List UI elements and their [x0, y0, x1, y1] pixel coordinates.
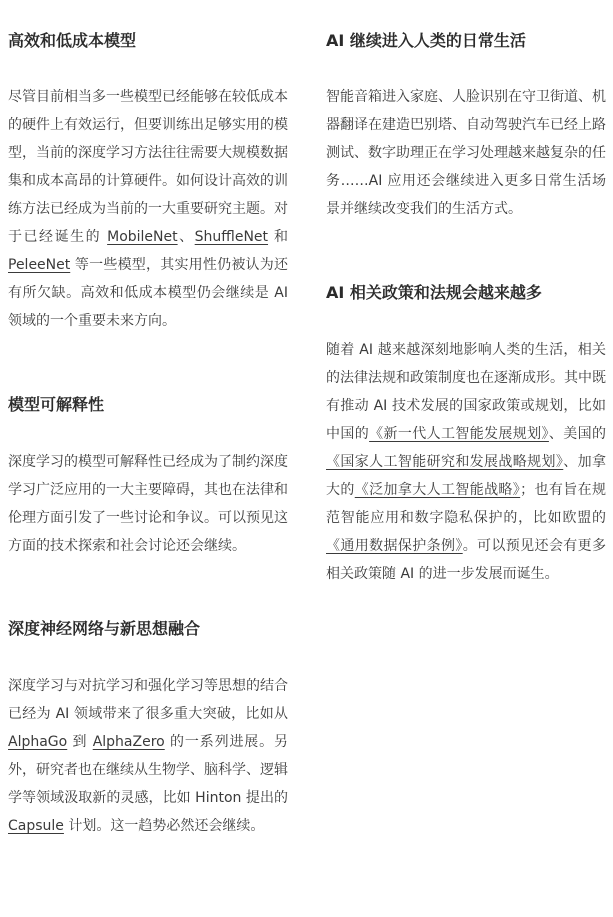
link-alphago[interactable]: AlphaGo — [8, 734, 68, 750]
text-segment: 随着 AI 越来越深刻地影响人类的生活，相关的法律法规和政策制度也在逐渐成形。其中既有推动 AI 技术发展的国家政策或规划，比如中国的 — [326, 342, 606, 442]
text-segment: 尽管目前相当多一些模型已经能够在较低成本的硬件上有效运行，但要训练出足够实用的模型，当前的深度学习方法往往需要大规模数据集和成本高昂的计算硬件。如何设计高效的训练方法已经成为当前的一大重要研究主题。对于已经诞生的 — [8, 89, 288, 245]
section-heading-daily-life: AI 继续进入人类的日常生活 — [326, 31, 526, 50]
section-text-interpretability — [8, 448, 288, 560]
link-alphazero[interactable]: AlphaZero — [92, 734, 165, 750]
text-segment: 、美国的 — [548, 426, 607, 442]
text-segment: 深度学习与对抗学习和强化学习等思想的结合已经为 AI 领域带来了很多重大突破，比如从 — [8, 678, 288, 722]
section-heading-policy: AI 相关政策和法规会越来越多 — [326, 283, 542, 302]
section-text-policy — [326, 336, 606, 588]
link-gdpr[interactable]: 《通用数据保护条例》 — [326, 538, 463, 554]
text-segment: 等一些模型，其实用性仍被认为还有所欠缺。高效和低成本模型仍会继续是 AI 领域的一个重要未来方向。 — [8, 257, 288, 329]
link-us-ai-plan[interactable]: 《国家人工智能研究和发展战略规划》 — [326, 454, 564, 470]
section-text-efficient-models — [8, 83, 288, 335]
text-segment: 的一系列进展。另外，研究者也在继续从生物学、脑科学、逻辑学等领域汲取新的灵感，比如 Hinton 提出的 — [8, 734, 289, 806]
text-segment: 计划。这一趋势必然还会继续。 — [63, 818, 265, 834]
section-heading-efficient-models: 高效和低成本模型 — [8, 31, 137, 50]
link-shufflenet[interactable]: ShuffleNet — [194, 229, 269, 245]
link-capsule[interactable]: Capsule — [8, 818, 64, 834]
text-segment: 、加拿大的 — [326, 454, 607, 498]
text-segment: ；也有旨在规范智能应用和数字隐私保护的，比如欧盟的 — [326, 482, 607, 526]
link-peleenet[interactable]: PeleeNet — [8, 257, 71, 273]
section-heading-dnn-fusion: 深度神经网络与新思想融合 — [8, 619, 201, 638]
link-mobilenet[interactable]: MobileNet — [107, 229, 178, 245]
text-segment: 到 — [67, 734, 93, 750]
text-segment: 深度学习的模型可解释性已经成为了制约深度学习广泛应用的一大主要障碍，其也在法律和伦理方面引发了一些讨论和争议。可以预见这方面的技术探索和社会讨论还会继续。 — [8, 454, 288, 554]
link-china-ai-plan[interactable]: 《新一代人工智能发展规划》 — [369, 426, 549, 442]
text-segment: 、 — [177, 229, 195, 245]
section-text-dnn-fusion — [8, 672, 288, 840]
link-canada-ai-strategy[interactable]: 《泛加拿大人工智能战略》 — [354, 482, 521, 498]
text-segment: 。可以预见还会有更多相关政策随 AI 的进一步发展而诞生。 — [326, 538, 607, 582]
text-segment: 和 — [268, 229, 289, 245]
section-text-daily-life — [326, 83, 606, 223]
text-segment: 智能音箱进入家庭、人脸识别在守卫街道、机器翻译在建造巴别塔、自动驾驶汽车已经上路测试、数字助理正在学习处理越来越复杂的任务……AI 应用还会继续进入更多日常生活场景并继续改变我们的生活方式。 — [326, 89, 606, 217]
section-heading-interpretability: 模型可解释性 — [8, 395, 105, 414]
